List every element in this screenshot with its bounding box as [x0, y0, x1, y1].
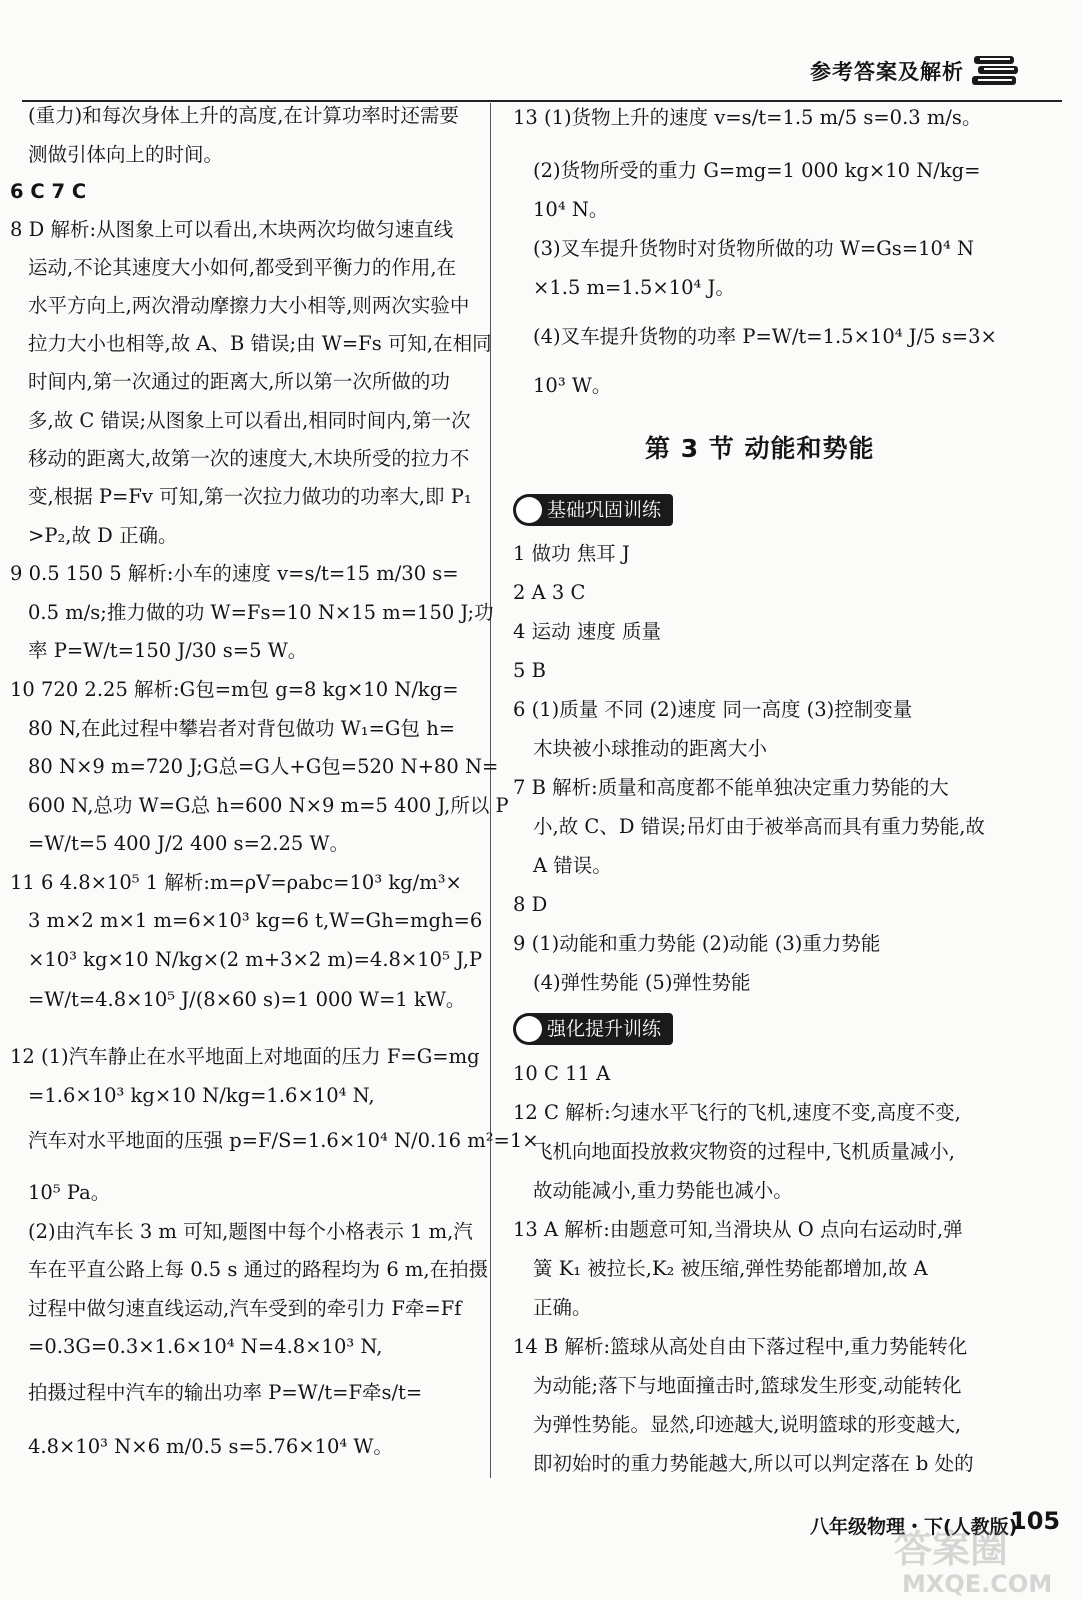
text-line: 簧 K₁ 被拉长,K₂ 被压缩,弹性势能都增加,故 A [533, 1257, 928, 1280]
text-line: (3)叉车提升货物时对货物所做的功 W=Gs=10⁴ N [533, 237, 975, 260]
books-icon [970, 52, 1022, 92]
text-line: 10³ W。 [533, 374, 612, 397]
text-line: (2)由汽车长 3 m 可知,题图中每个小格表示 1 m,汽 [28, 1220, 473, 1243]
answer-line: 14 B 解析:篮球从高处自由下落过程中,重力势能转化 [513, 1335, 968, 1358]
page-header [22, 50, 1062, 102]
text-line: 飞机向地面投放救灾物资的过程中,飞机质量减小, [533, 1140, 955, 1163]
answer-line: 7 B 解析:质量和高度都不能单独决定重力势能的大 [513, 776, 949, 799]
answer-line: 12 C 解析:匀速水平飞行的飞机,速度不变,高度不变, [513, 1101, 961, 1124]
crown-icon [516, 497, 542, 523]
text-line: 为动能;落下与地面撞击时,篮球发生形变,动能转化 [533, 1374, 962, 1397]
formula-line: 拍摄过程中汽车的输出功率 P=W/t=F牵s/t= [28, 1381, 423, 1404]
formula-line: (4)叉车提升货物的功率 P=W/t=1.5×10⁴ J/5 s=3× [533, 325, 997, 348]
answer-line: 10 720 2.25 解析:G包=m包 g=8 kg×10 N/kg= [10, 678, 459, 701]
text-line: 小,故 C、D 错误;吊灯由于被举高而具有重力势能,故 [533, 815, 985, 838]
banner-advanced-training [513, 1013, 673, 1045]
text-line: 测做引体向上的时间。 [28, 143, 224, 166]
answer-line: 6 C 7 C [10, 180, 87, 203]
text-line: 80 N,在此过程中攀岩者对背包做功 W₁=G包 h= [28, 717, 456, 740]
formula-line: =W/t=4.8×10⁵ J/(8×60 s)=1 000 W=1 kW。 [28, 988, 466, 1011]
text-line: (4)弹性势能 (5)弹性势能 [533, 971, 751, 994]
formula-line: 4.8×10³ N×6 m/0.5 s=5.76×10⁴ W。 [28, 1435, 393, 1458]
text-line: 即初始时的重力势能越大,所以可以判定落在 b 处的 [533, 1452, 974, 1475]
text-line: ×1.5 m=1.5×10⁴ J。 [533, 276, 735, 299]
text-line: 移动的距离大,故第一次的速度大,木块所受的拉力不 [28, 447, 470, 470]
text-line: 时间内,第一次通过的距离大,所以第一次所做的功 [28, 370, 450, 393]
formula-line: 汽车对水平地面的压强 p=F/S=1.6×10⁴ N/0.16 m²=1× [28, 1129, 539, 1152]
text-line: 80 N×9 m=720 J;G总=G人+G包=520 N+80 N= [28, 755, 499, 778]
text-line: 运动,不论其速度大小如何,都受到平衡力的作用,在 [28, 256, 457, 279]
answer-line: 10 C 11 A [513, 1062, 611, 1085]
text-line: 水平方向上,两次滑动摩擦力大小相等,则两次实验中 [28, 294, 470, 317]
text-line: 故动能减小,重力势能也减小。 [533, 1179, 793, 1202]
banner-basic-training [513, 494, 673, 526]
answer-line: 9 (1)动能和重力势能 (2)动能 (3)重力势能 [513, 932, 881, 955]
header-title: 参考答案及解析 [810, 60, 964, 84]
text-line: 拉力大小也相等,故 A、B 错误;由 W=Fs 可知,在相同 [28, 332, 492, 355]
text-line: 10⁴ N。 [533, 198, 609, 221]
answer-line: 13 (1)货物上升的速度 v=s/t=1.5 m/5 s=0.3 m/s。 [513, 106, 982, 129]
answer-line: 1 做功 焦耳 J [513, 542, 630, 565]
text-line: ×10³ kg×10 N/kg×(2 m+3×2 m)=4.8×10⁵ J,P [28, 948, 483, 971]
text-line: 3 m×2 m×1 m=6×10³ kg=6 t,W=Gh=mgh=6 [28, 909, 483, 932]
answer-line: 13 A 解析:由题意可知,当滑块从 O 点向右运动时,弹 [513, 1218, 963, 1241]
banner-label: 强化提升训练 [547, 1018, 662, 1040]
crown-icon [516, 1016, 542, 1042]
text-line: 多,故 C 错误;从图象上可以看出,相同时间内,第一次 [28, 409, 471, 432]
answer-line: 2 A 3 C [513, 581, 586, 604]
text-line: 变,根据 P=Fv 可知,第一次拉力做功的功率大,即 P₁ [28, 485, 472, 508]
text-line: 正确。 [533, 1296, 592, 1319]
answer-line: 8 D 解析:从图象上可以看出,木块两次均做匀速直线 [10, 218, 454, 241]
answer-line: 11 6 4.8×10⁵ 1 解析:m=ρV=ρabc=10³ kg/m³× [10, 871, 462, 894]
text-line: 率 P=W/t=150 J/30 s=5 W。 [28, 639, 308, 662]
watermark-logo [888, 1520, 1078, 1596]
text-line: A 错误。 [533, 854, 612, 877]
text-line: =0.3G=0.3×1.6×10⁴ N=4.8×10³ N, [28, 1335, 383, 1358]
text-line: 600 N,总功 W=G总 h=600 N×9 m=5 400 J,所以 P [28, 794, 509, 817]
text-line: =1.6×10³ kg×10 N/kg=1.6×10⁴ N, [28, 1084, 375, 1107]
answer-line: 4 运动 速度 质量 [513, 620, 662, 643]
answer-line: 5 B [513, 659, 546, 682]
column-divider [490, 103, 491, 1478]
text-line: 过程中做匀速直线运动,汽车受到的牵引力 F牵=Ff [28, 1297, 462, 1320]
answer-line: 8 D [513, 893, 548, 916]
section-title: 第 3 节 动能和势能 [645, 434, 875, 463]
banner-label: 基础巩固训练 [547, 499, 662, 521]
text-line: 为弹性势能。显然,印迹越大,说明篮球的形变越大, [533, 1413, 962, 1436]
footer-label: 八年级物理・下(人教版) [810, 1516, 1018, 1538]
answer-line: 6 (1)质量 不同 (2)速度 同一高度 (3)控制变量 [513, 698, 913, 721]
text-line: 木块被小球推动的距离大小 [533, 737, 768, 760]
watermark-en: MXQE.COM [902, 1570, 1053, 1596]
text-line: 车在平直公路上每 0.5 s 通过的路程均为 6 m,在拍摄 [28, 1258, 489, 1281]
text-line: (重力)和每次身体上升的高度,在计算功率时还需要 [28, 104, 459, 127]
page-number: 105 [1010, 1507, 1061, 1535]
answer-line: 12 (1)汽车静止在水平地面上对地面的压力 F=G=mg [10, 1045, 480, 1068]
text-line: (2)货物所受的重力 G=mg=1 000 kg×10 N/kg= [533, 159, 981, 182]
text-line: =W/t=5 400 J/2 400 s=2.25 W。 [28, 832, 350, 855]
header-rule [22, 100, 1062, 102]
text-line: >P₂,故 D 正确。 [28, 524, 178, 547]
watermark-cn: 答案圈 [894, 1527, 1009, 1571]
text-line: 0.5 m/s;推力做的功 W=Fs=10 N×15 m=150 J;功 [28, 601, 494, 624]
text-line: 10⁵ Pa。 [28, 1181, 111, 1204]
answer-line: 9 0.5 150 5 解析:小车的速度 v=s/t=15 m/30 s= [10, 562, 459, 585]
